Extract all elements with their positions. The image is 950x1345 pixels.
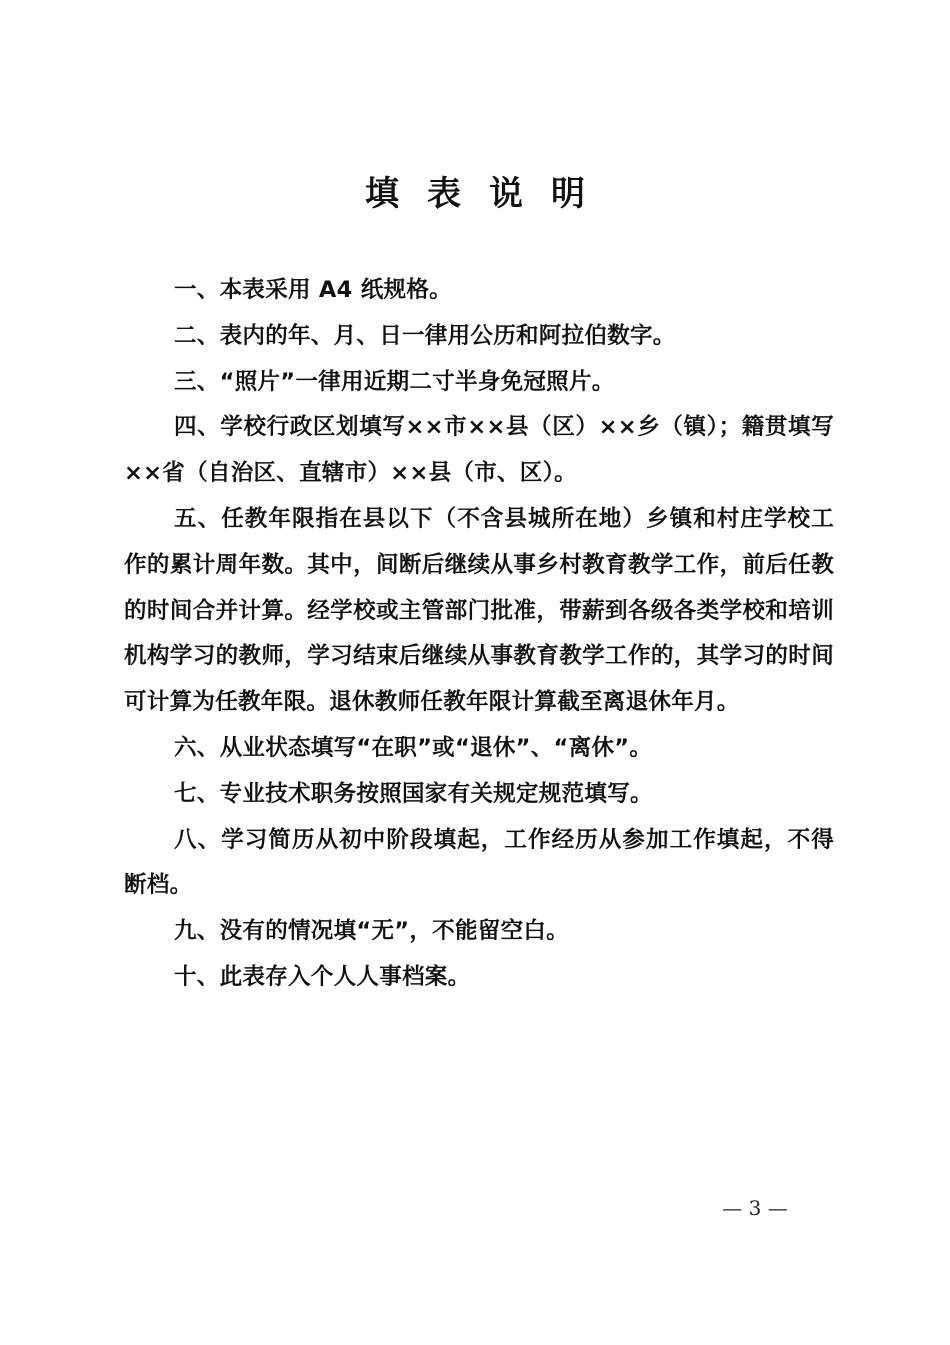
instruction-item-7: 七、专业技术职务按照国家有关规定规范填写。: [174, 780, 653, 807]
instruction-item-5: 五、任教年限指在县以下（不含县城所在地）乡镇和村庄学校工作的累计周年数。其中，间断后继续从事乡村教育教学工作，前后任教的时间合并计算。经学校或主管部门批准，带薪到各级各类学校和培训机构学习的教师，学习结束后继续从事教育教学工作的，其学习的时间可计算为任教年限。退休教师任教年限计算截至离退休年月。: [124, 505, 834, 716]
instruction-item-10: 十、此表存入个人人事档案。: [174, 963, 471, 990]
instruction-item-8: 八、学习简历从初中阶段填起，工作经历从参加工作填起，不得断档。: [124, 826, 834, 899]
instruction-item-3: 三、“照片”一律用近期二寸半身免冠照片。: [174, 368, 615, 395]
page-number: — 3 —: [722, 1196, 788, 1220]
page-title: 填表说明: [365, 174, 613, 214]
instruction-item-4: 四、学校行政区划填写××市××县（区）××乡（镇）；籍贯填写××省（自治区、直辖市）××县（市、区）。: [124, 414, 834, 487]
instruction-item-6: 六、从业状态填写“在职”或“退休”、“离休”。: [174, 734, 653, 761]
instruction-item-1: 一、本表采用 A4 纸规格。: [174, 277, 452, 303]
instruction-item-9: 九、没有的情况填“无”，不能留空白。: [174, 918, 569, 945]
instructions-body: [124, 268, 834, 1001]
instruction-item-2: 二、表内的年、月、日一律用公历和阿拉伯数字。: [174, 322, 676, 349]
